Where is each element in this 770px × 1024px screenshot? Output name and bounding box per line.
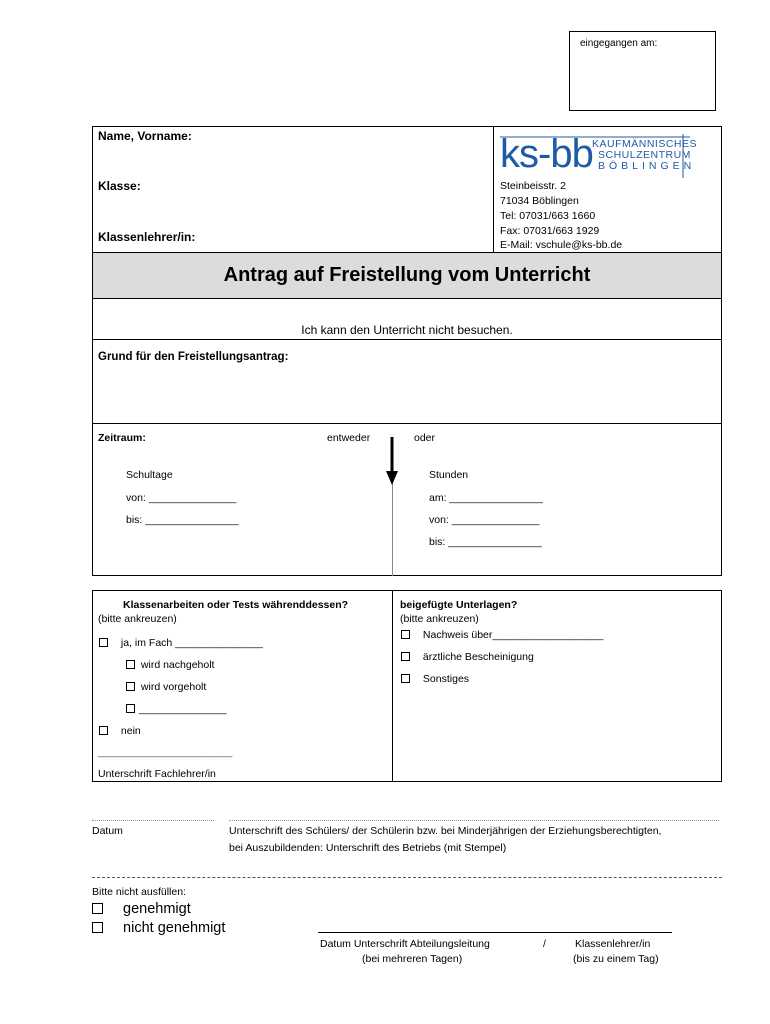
- header-divider: [493, 126, 494, 253]
- form-title: Antrag auf Freistellung vom Unterricht: [92, 253, 722, 299]
- exams-catch-up-option[interactable]: [126, 659, 214, 671]
- student-signature-label-1: Unterschrift des Schülers/ der Schülerin bzw. bei Minderjährigen der Erziehungsberechtigten,: [229, 825, 662, 837]
- hours-to-field[interactable]: bis: ________________: [429, 536, 542, 548]
- period-or: oder: [414, 432, 436, 444]
- days-to-field[interactable]: bis: ________________: [126, 514, 239, 526]
- checkbox-icon[interactable]: [401, 652, 410, 661]
- class-label: Klasse:: [98, 179, 141, 193]
- logo-line-3: BÖBLINGEN: [598, 160, 696, 172]
- checkbox-icon[interactable]: [99, 726, 108, 735]
- checkbox-icon[interactable]: [126, 660, 135, 669]
- rejected-option[interactable]: [92, 920, 225, 936]
- attachments-heading: beigefügte Unterlagen?: [400, 599, 518, 611]
- student-signature-line[interactable]: [229, 820, 719, 821]
- exams-catch-up-label: wird nachgeholt: [140, 659, 215, 671]
- office-sig-slash: /: [543, 938, 546, 950]
- logo-main-text: ks-bb: [500, 132, 593, 176]
- office-sig-left-label: Datum Unterschrift Abteilungsleitung: [320, 938, 490, 950]
- logo-line-1: KAUFMÄNNISCHES: [592, 138, 698, 150]
- student-signature-label-2: bei Auszubildenden: Unterschrift des Betriebs (mit Stempel): [229, 842, 507, 854]
- period-label: Zeitraum:: [98, 432, 146, 444]
- office-sig-right-label: Klassenlehrer/in: [575, 938, 651, 950]
- name-label: Name, Vorname:: [98, 129, 192, 143]
- received-stamp-box: [569, 31, 716, 111]
- school-logo: [500, 134, 700, 178]
- attachment-medical-option[interactable]: [401, 651, 534, 663]
- received-label: eingegangen am:: [580, 38, 658, 49]
- address-fax: Fax: 07031/663 1929: [500, 225, 600, 237]
- exams-other-option[interactable]: [126, 703, 227, 715]
- attachment-proof-option[interactable]: [401, 629, 603, 641]
- checkbox-icon[interactable]: [126, 704, 135, 713]
- arrow-down-icon: [386, 437, 398, 485]
- office-sub-left: (bei mehreren Tagen): [362, 953, 463, 965]
- reason-label: Grund für den Freistellungsantrag:: [98, 351, 289, 363]
- logo-line-2: SCHULZENTRUM: [598, 149, 691, 161]
- statement-text: Ich kann den Unterricht nicht besuchen.: [301, 323, 513, 337]
- exams-yes-label: ja, im Fach _______________: [120, 637, 263, 649]
- exams-early-label: wird vorgeholt: [140, 681, 207, 693]
- attachment-medical-label: ärztliche Bescheinigung: [422, 651, 534, 663]
- approved-label: genehmigt: [123, 901, 191, 917]
- approved-option[interactable]: [92, 901, 191, 917]
- exams-heading: Klassenarbeiten oder Tests währenddessen?: [123, 599, 349, 611]
- exams-other-blank: _______________: [138, 703, 227, 715]
- checkbox-icon[interactable]: [99, 638, 108, 647]
- exams-hint: (bitte ankreuzen): [98, 613, 177, 625]
- exams-no-option[interactable]: [99, 725, 141, 737]
- office-signature-line[interactable]: [318, 932, 672, 933]
- address-street: Steinbeisstr. 2: [500, 180, 566, 192]
- exams-no-label: nein: [120, 725, 141, 737]
- office-note: Bitte nicht ausfüllen:: [92, 886, 186, 898]
- days-from-field[interactable]: von: _______________: [126, 492, 237, 504]
- teacher-label: Klassenlehrer/in:: [98, 230, 196, 244]
- address-email: E-Mail: vschule@ks-bb.de: [500, 239, 623, 251]
- period-either: entweder: [327, 432, 371, 444]
- teacher-signature-line[interactable]: _______________________: [98, 746, 233, 758]
- office-separator: [92, 877, 722, 878]
- office-sub-right: (bis zu einem Tag): [573, 953, 659, 965]
- checkbox-icon[interactable]: [92, 903, 103, 914]
- exams-early-option[interactable]: [126, 681, 206, 693]
- checkbox-icon[interactable]: [401, 630, 410, 639]
- exams-yes-option[interactable]: [99, 637, 263, 649]
- checkbox-icon[interactable]: [92, 922, 103, 933]
- exam-divider: [392, 590, 393, 782]
- hours-on-field[interactable]: am: ________________: [429, 492, 543, 504]
- attachment-other-label: Sonstiges: [422, 673, 470, 685]
- checkbox-icon[interactable]: [126, 682, 135, 691]
- attachments-hint: (bitte ankreuzen): [400, 613, 479, 625]
- date-label: Datum: [92, 825, 123, 837]
- attachment-proof-label: Nachweis über___________________: [422, 629, 604, 641]
- teacher-signature-label: Unterschrift Fachlehrer/in: [98, 768, 216, 780]
- checkbox-icon[interactable]: [401, 674, 410, 683]
- hours-heading: Stunden: [429, 469, 469, 481]
- rejected-label: nicht genehmigt: [123, 920, 226, 936]
- date-signature-line[interactable]: [92, 820, 214, 821]
- address-tel: Tel: 07031/663 1660: [500, 210, 596, 222]
- hours-from-field[interactable]: von: _______________: [429, 514, 540, 526]
- address-city: 71034 Böblingen: [500, 195, 579, 207]
- attachment-other-option[interactable]: [401, 673, 469, 685]
- days-heading: Schultage: [126, 469, 173, 481]
